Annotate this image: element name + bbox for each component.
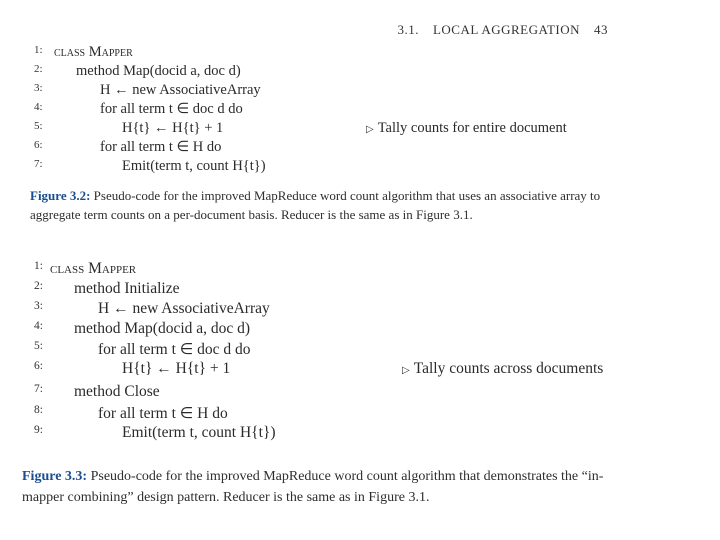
- line-number: 8:: [34, 404, 43, 416]
- code-text: for all term t ∈ doc d do: [98, 341, 251, 358]
- caption-text: Pseudo-code for the improved MapReduce word count algorithm that uses an associative array to aggregate term counts on a per-document basis. Reducer is the same as in Figure 3.1.: [30, 188, 601, 222]
- line-number: 2:: [34, 63, 43, 75]
- line-number: 1:: [34, 260, 43, 272]
- section-number: 3.1.: [397, 22, 419, 37]
- code-text: method Map(docid a, doc d): [76, 63, 241, 79]
- code-text: H{t} ← H{t} + 1: [122, 120, 224, 136]
- code-text: H{t} ← H{t} + 1: [122, 360, 231, 377]
- code-text: for all term t ∈ H do: [100, 139, 222, 155]
- code-text: for all term t ∈ H do: [98, 405, 228, 422]
- code-text: class Mapper: [54, 44, 133, 60]
- line-number: 2:: [34, 280, 43, 292]
- line-number: 7:: [34, 158, 43, 170]
- code-comment: ▷ Tally counts across documents: [402, 360, 604, 377]
- line-number: 4:: [34, 101, 43, 113]
- code-comment: ▷ Tally counts for entire document: [366, 120, 567, 136]
- code-text: method Initialize: [74, 280, 180, 297]
- line-number: 6:: [34, 139, 43, 151]
- page-number: 43: [594, 22, 608, 37]
- line-number: 7:: [34, 383, 43, 395]
- line-number: 4:: [34, 320, 43, 332]
- figure-caption-3-3: [22, 466, 642, 508]
- caption-text: Pseudo-code for the improved MapReduce word count algorithm that demonstrates the “in-mapper combining” design pattern. Reducer is the same as in Figure 3.1.: [22, 469, 604, 505]
- line-number: 5:: [34, 120, 43, 132]
- line-number: 3:: [34, 82, 43, 94]
- figure-label: Figure 3.2:: [30, 188, 91, 203]
- code-text: method Close: [74, 383, 160, 400]
- code-text: H ← new AssociativeArray: [98, 300, 270, 317]
- line-number: 5:: [34, 340, 43, 352]
- line-number: 1:: [34, 44, 43, 56]
- line-number: 3:: [34, 300, 43, 312]
- code-text: for all term t ∈ doc d do: [100, 101, 243, 117]
- code-text: Emit(term t, count H{t}): [122, 158, 266, 174]
- figure-label: Figure 3.3:: [22, 469, 88, 484]
- code-text: class Mapper: [50, 260, 137, 277]
- triangle-right-icon: ▷: [402, 365, 410, 376]
- running-head: [397, 22, 608, 38]
- code-text: Emit(term t, count H{t}): [122, 424, 276, 441]
- code-text: H ← new AssociativeArray: [100, 82, 261, 98]
- figure-caption-3-2: [30, 186, 602, 224]
- section-title: LOCAL AGGREGATION: [432, 22, 580, 37]
- code-text: method Map(docid a, doc d): [74, 320, 251, 337]
- triangle-right-icon: ▷: [366, 124, 374, 135]
- line-number: 9:: [34, 424, 43, 436]
- line-number: 6:: [34, 360, 43, 372]
